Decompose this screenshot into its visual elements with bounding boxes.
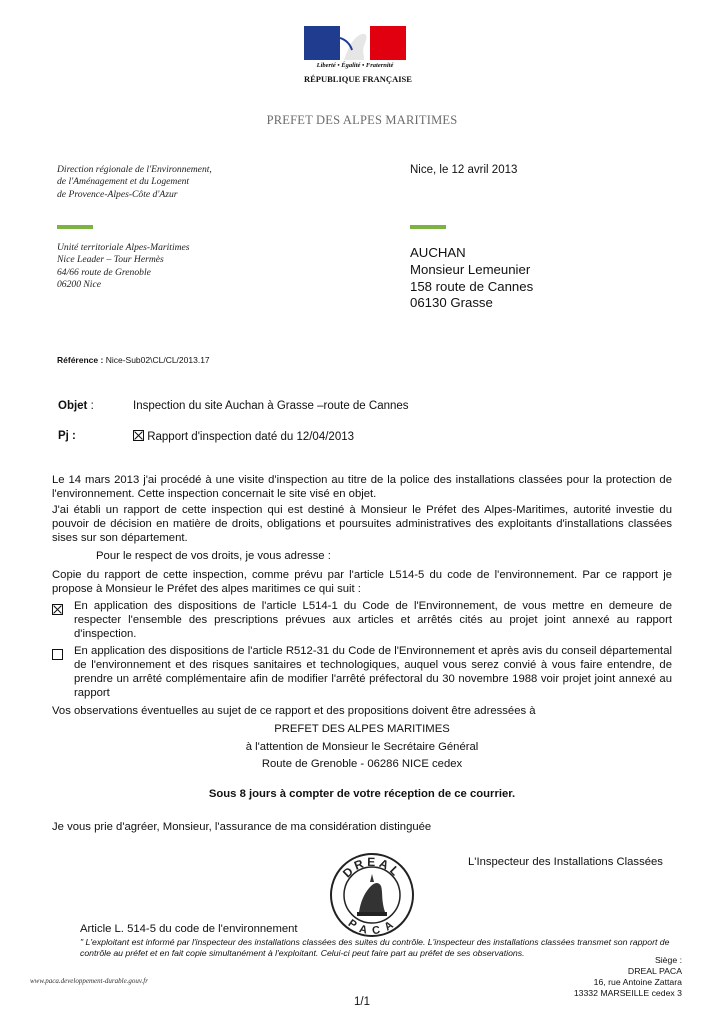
unit-line: 64/66 route de Grenoble (57, 266, 151, 278)
page-number: 1/1 (354, 996, 370, 1008)
pj-item (133, 430, 354, 443)
direction-line: de l'Aménagement et du Logement (57, 176, 190, 188)
website: www.paca.developpement-durable.gouv.fr (30, 977, 148, 985)
siege-line: 16, rue Antoine Zattara (593, 977, 682, 987)
recipient-line: AUCHAN (410, 245, 466, 260)
address-line-1: PREFET DES ALPES MARITIMES (274, 723, 450, 735)
accent-bar (57, 225, 93, 229)
siege-line: Siège : (654, 955, 682, 965)
paragraph-3: Pour le respect de vos droits, je vous adresse : (96, 550, 331, 562)
option-1-text: En application des dispositions de l'article L514-1 du Code de l'Environnement, de vous mettre en demeure de respecter l'ensemble des prescriptions prévues aux articles et arrêtés cités au projet joint annexé au rapport d'inspection. (74, 600, 672, 640)
recipient-line: 158 route de Cannes (410, 278, 534, 294)
unit-line: 06200 Nice (57, 279, 101, 291)
reference-label: Référence : (57, 355, 104, 365)
checked-box-icon (133, 430, 144, 441)
siege-address (470, 955, 682, 999)
prefet-title: PREFET DES ALPES MARITIMES (266, 113, 458, 127)
stamp-bottom-text: PACA (345, 917, 399, 938)
paragraph-4: Copie du rapport de cette inspection, comme prévu par l'article L514-5 du code de l'environnement. Par ce rapport je propose à Monsieur le Préfet des alpes maritimes ce qui suit : (52, 569, 672, 595)
sender-direction (57, 164, 212, 201)
objet-value: Inspection du site Auchan à Grasse –route de Cannes (133, 400, 409, 412)
recipient-line: 06130 Grasse (410, 295, 493, 311)
recipient-address (410, 245, 533, 312)
recipient-line: Monsieur Lemeunier (410, 261, 531, 277)
motto: Liberté • Égalité • Fraternité (316, 62, 394, 69)
dreal-stamp-icon (329, 852, 415, 938)
accent-bar (410, 225, 446, 229)
unchecked-box-icon (52, 649, 63, 660)
paragraph-5: Vos observations éventuelles au sujet de ce rapport et des propositions doivent être adressées à (52, 705, 536, 717)
tricolor-flag-icon (304, 26, 406, 60)
pj-value: Rapport d'inspection daté du 12/04/2013 (147, 431, 355, 443)
article-text: " L'exploitant est informé par l'inspecteur des installations classées des suites du contrôle. L'inspecteur des installations classées transmet son rapport de contrôle au préfet et en fait copie simultanément à l'exploitant. Celui-ci peut faire part au préfet de ses observations. (80, 937, 670, 959)
option-2-checkbox (52, 646, 63, 664)
letter-date: Nice, le 12 avril 2013 (410, 164, 518, 176)
reference (57, 355, 210, 365)
option-1-checkbox (52, 601, 63, 619)
deadline-notice: Sous 8 jours à compter de votre réception de ce courrier. (208, 788, 516, 800)
stamp-top-text: DREAL (339, 854, 405, 881)
signature-title: L'Inspecteur des Installations Classées (468, 856, 663, 868)
option-2-text: En application des dispositions de l'article R512-31 du Code de l'Environnement et après avis du conseil départemental de l'environnement et des risques sanitaires et technologiques, auquel vous serez convié à vous faire entendre, de prendre un arrêté complémentaire afin de modifier l'arrêté préfectoral du 30 novembre 1988 voir projet joint annexé au rapport (74, 645, 672, 699)
paragraph-1: Le 14 mars 2013 j'ai procédé à une visite d'inspection au titre de la police des installations classées pour la protection de l'environnement. Cette inspection concernait le site visé en objet. (52, 474, 672, 500)
address-line-2: à l'attention de Monsieur le Secrétaire Général (245, 741, 479, 753)
pj-label: Pj : (58, 430, 76, 442)
reference-value: Nice-Sub02\CL/CL/2013.17 (105, 355, 210, 365)
paragraph-2: J'ai établi un rapport de cette inspection qui est destiné à Monsieur le Préfet des Alpes-Maritimes, autorité investie du pouvoir de décision en matière de droits, obligations et poursuites administratives des exploitants d'installations classées sises sur son département. (52, 504, 672, 544)
unit-line: Nice Leader – Tour Hermès (57, 254, 164, 266)
sender-unit (57, 242, 190, 292)
direction-line: de Provence-Alpes-Côte d'Azur (57, 188, 178, 200)
siege-line: 13332 MARSEILLE cedex 3 (573, 988, 682, 998)
direction-line: Direction régionale de l'Environnement, (57, 164, 212, 175)
checked-box-icon (52, 604, 63, 615)
address-line-3: Route de Grenoble - 06286 NICE cedex (261, 758, 463, 770)
unit-line: Unité territoriale Alpes-Maritimes (57, 242, 190, 253)
republic-name: RÉPUBLIQUE FRANÇAISE (304, 74, 412, 84)
republique-logo (304, 26, 412, 88)
article-title: Article L. 514-5 du code de l'environnement (80, 923, 298, 935)
siege-line: DREAL PACA (627, 966, 682, 976)
closing-formula: Je vous prie d'agréer, Monsieur, l'assurance de ma considération distinguée (52, 821, 432, 833)
objet-label: Objet : (58, 400, 94, 412)
svg-text:PACA (346, 917, 398, 937)
